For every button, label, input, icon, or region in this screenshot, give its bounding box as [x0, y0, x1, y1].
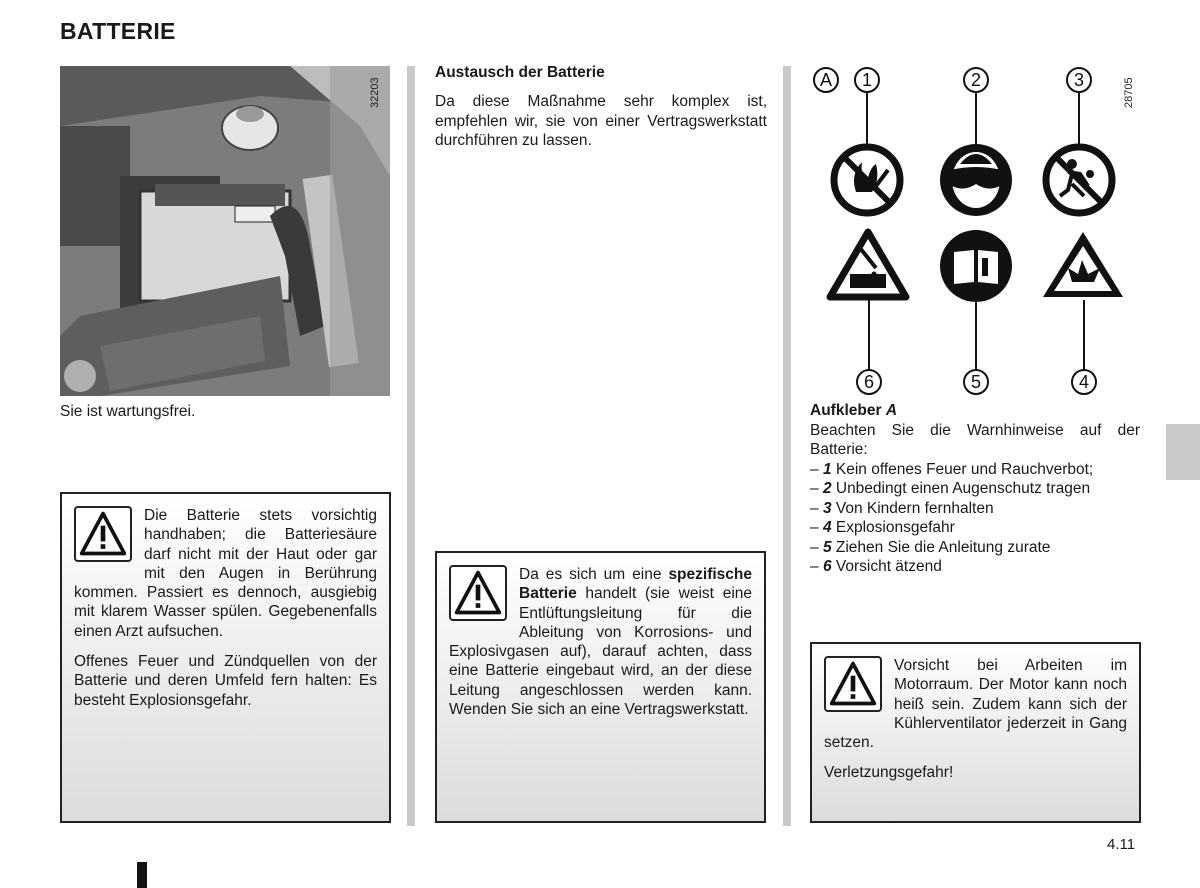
photo-reference-number: 32203 — [369, 77, 381, 108]
list-number: 1 — [822, 460, 832, 478]
figure-label: A — [819, 70, 833, 90]
callout-5: 5 — [970, 372, 982, 392]
callout-1: 1 — [861, 70, 873, 90]
engine-bay-illustration — [60, 66, 390, 396]
battery-sticker-figure — [810, 62, 1140, 402]
battery-acid-warning-box — [60, 492, 391, 823]
figure-reference-number: 28705 — [1123, 77, 1135, 108]
warning-triangle-icon — [824, 656, 882, 712]
column-divider — [783, 66, 791, 826]
replacement-paragraph: Da diese Maßnahme sehr komplex ist, empfehlen wir, sie von einer Vertragswerkstatt durchführen zu lassen. — [435, 93, 767, 149]
callout-3: 3 — [1073, 70, 1085, 90]
injury-warning-text: Verletzungsgefahr! — [824, 764, 954, 782]
read-manual-icon — [940, 230, 1012, 302]
list-number: 5 — [822, 538, 832, 556]
explosion-warning-icon — [1043, 232, 1123, 297]
column-divider — [407, 66, 415, 826]
list-dash: – — [810, 538, 823, 556]
explosion-warning-text: Offenes Feuer und Zündquellen von der Batterie und deren Umfeld fern halten: Es besteht Explosionsgefahr. — [74, 653, 377, 709]
engine-bay-warning-text: Vorsicht bei Arbeiten im Motorraum. Der Motor kann noch heiß sein. Zudem kann sich der Kühlerventilator jederzeit in Gang setzen. — [824, 657, 1127, 752]
sticker-intro: Beachten Sie die Warnhinweise auf der Batterie: — [810, 421, 1140, 458]
list-dash: – — [810, 480, 823, 497]
sticker-heading — [810, 401, 1140, 421]
list-dash: – — [810, 519, 823, 536]
list-number: 4 — [822, 519, 832, 536]
list-text: Vorsicht ätzend — [831, 558, 942, 575]
warning-triangle-icon — [449, 565, 507, 621]
warning-list-item — [810, 460, 1140, 480]
battery-acid-warning-text: Die Batterie stets vorsichtig handhaben; die Batteriesäure darf nicht mit der Haut oder gar mit den Augen in Berührung kommen. Passiert es dennoch, ausgiebig mit klarem Wasser spülen. Gegebenenfalls einen Arzt aufsuchen. — [74, 507, 377, 640]
warning-list-item — [810, 538, 1140, 558]
warning-triangle-icon — [74, 506, 132, 562]
warning-list-item — [810, 557, 1140, 577]
photo-caption: Sie ist wartungsfrei. — [60, 403, 196, 420]
sticker-heading-letter: A — [885, 402, 898, 419]
warning-list — [810, 460, 1140, 577]
engine-bay-warning-box — [810, 642, 1141, 823]
list-dash: – — [810, 499, 823, 517]
list-text: Explosionsgefahr — [831, 519, 955, 536]
eye-protection-icon — [940, 144, 1012, 216]
section-heading: Austausch der Batterie — [435, 64, 605, 81]
no-fire-icon — [834, 147, 900, 213]
sticker-heading-label: Aufkleber — [810, 402, 886, 419]
warning-list-item — [810, 518, 1140, 538]
warning-text-part: Da es sich um eine — [519, 566, 669, 583]
list-text: Unbedingt einen Augenschutz tragen — [831, 480, 1091, 497]
warning-text-part: handelt (sie weist eine Entlüftungsleitung für die Ableitung von Korrosions- und Explosivgasen auf), darauf achten, dass eine Batterie eingebaut wird, an der diese Leitung angeschlossen werden kann. Wenden Sie sich an eine Vertragswerkstatt. — [449, 585, 752, 719]
callout-4: 4 — [1078, 372, 1090, 392]
list-number: 3 — [822, 499, 832, 517]
chapter-tab-marker — [1166, 424, 1200, 480]
page-number: 4.11 — [1107, 836, 1136, 853]
page-title: BATTERIE — [60, 18, 176, 44]
callout-2: 2 — [970, 70, 982, 90]
list-dash: – — [810, 460, 823, 478]
sticker-description — [810, 401, 1140, 577]
list-text: Von Kindern fernhalten — [831, 499, 994, 517]
engine-bay-photo — [60, 66, 390, 396]
warning-list-item — [810, 479, 1140, 499]
warning-list-item — [810, 499, 1140, 519]
list-text: Kein offenes Feuer und Rauchverbot; — [831, 460, 1094, 478]
list-number: 2 — [822, 480, 832, 497]
list-number: 6 — [822, 558, 832, 575]
print-crop-mark — [137, 862, 147, 888]
sticker-diagram — [810, 62, 1140, 402]
corrosive-warning-icon — [830, 232, 906, 297]
list-dash: – — [810, 558, 823, 575]
callout-6: 6 — [863, 372, 875, 392]
warning-text-emphasis: spezifische Batterie — [519, 566, 752, 603]
specific-battery-warning-box — [435, 551, 766, 823]
list-text: Ziehen Sie die Anleitung zurate — [831, 538, 1051, 556]
keep-away-from-children-icon — [1046, 147, 1112, 213]
